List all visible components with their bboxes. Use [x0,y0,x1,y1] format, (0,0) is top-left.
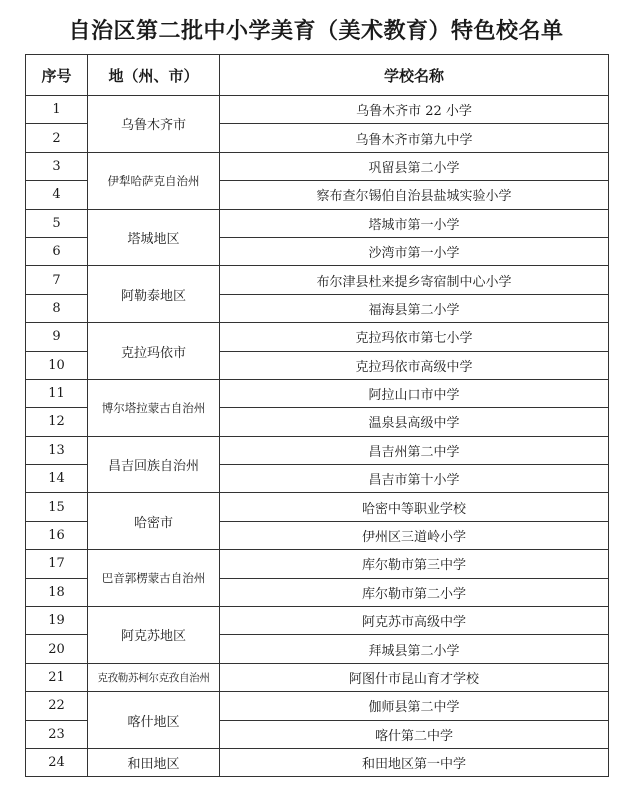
row-school: 库尔勒市第二小学 [220,578,609,606]
row-seq: 13 [26,436,88,464]
row-seq: 21 [26,663,88,691]
row-region: 昌吉回族自治州 [88,436,220,493]
row-school: 昌吉市第十小学 [220,465,609,493]
row-school: 塔城市第一小学 [220,209,609,237]
header-seq: 序号 [26,55,88,96]
row-seq: 9 [26,323,88,351]
row-school: 温泉县高级中学 [220,408,609,436]
row-school: 库尔勒市第三中学 [220,550,609,578]
table-row [26,550,609,578]
row-school: 阿克苏市高级中学 [220,607,609,635]
header-region: 地（州、市） [88,55,220,96]
table-row [26,607,609,635]
table-row [26,663,609,691]
table-header-row [26,55,609,96]
row-school: 拜城县第二小学 [220,635,609,663]
row-seq: 19 [26,607,88,635]
row-region: 和田地区 [88,748,220,776]
row-school: 福海县第二小学 [220,294,609,322]
row-school: 喀什第二中学 [220,720,609,748]
row-school: 克拉玛依市第七小学 [220,323,609,351]
row-school: 布尔津县杜来提乡寄宿制中心小学 [220,266,609,294]
row-region: 喀什地区 [88,692,220,749]
table-row [26,379,609,407]
table-row [26,436,609,464]
row-region: 乌鲁木齐市 [88,96,220,153]
row-school: 伊州区三道岭小学 [220,521,609,549]
row-seq: 7 [26,266,88,294]
row-region: 博尔塔拉蒙古自治州 [88,379,220,436]
row-region: 哈密市 [88,493,220,550]
row-seq: 23 [26,720,88,748]
row-region: 阿勒泰地区 [88,266,220,323]
row-seq: 3 [26,152,88,180]
row-seq: 15 [26,493,88,521]
row-seq: 6 [26,237,88,265]
table-row [26,692,609,720]
row-seq: 10 [26,351,88,379]
row-region: 阿克苏地区 [88,607,220,664]
table-row [26,748,609,776]
row-seq: 14 [26,465,88,493]
row-region: 巴音郭楞蒙古自治州 [88,550,220,607]
table-row [26,323,609,351]
row-seq: 16 [26,521,88,549]
document-title: 自治区第二批中小学美育（美术教育）特色校名单 [68,19,564,44]
row-region: 伊犁哈萨克自治州 [88,152,220,209]
table-row [26,493,609,521]
row-seq: 24 [26,748,88,776]
row-region: 克拉玛依市 [88,323,220,380]
row-school: 沙湾市第一小学 [220,237,609,265]
row-seq: 8 [26,294,88,322]
row-seq: 5 [26,209,88,237]
row-school: 和田地区第一中学 [220,748,609,776]
row-school: 昌吉州第二中学 [220,436,609,464]
row-school: 阿图什市昆山育才学校 [220,663,609,691]
table-row [26,96,609,124]
row-school: 察布查尔锡伯自治县盐城实验小学 [220,181,609,209]
row-seq: 17 [26,550,88,578]
row-seq: 20 [26,635,88,663]
school-list-table [25,54,609,777]
row-seq: 1 [26,96,88,124]
header-school: 学校名称 [220,55,609,96]
row-region: 克孜勒苏柯尔克孜自治州 [88,663,220,691]
row-school: 伽师县第二中学 [220,692,609,720]
row-seq: 18 [26,578,88,606]
row-school: 阿拉山口市中学 [220,379,609,407]
table-row [26,209,609,237]
row-seq: 4 [26,181,88,209]
row-seq: 11 [26,379,88,407]
row-seq: 2 [26,124,88,152]
row-school: 克拉玛依市高级中学 [220,351,609,379]
row-school: 巩留县第二小学 [220,152,609,180]
row-school: 哈密中等职业学校 [220,493,609,521]
row-school: 乌鲁木齐市第九中学 [220,124,609,152]
row-seq: 22 [26,692,88,720]
table-row [26,266,609,294]
table-body [26,96,609,777]
row-school: 乌鲁木齐市 22 小学 [220,96,609,124]
row-seq: 12 [26,408,88,436]
table-row [26,152,609,180]
row-region: 塔城地区 [88,209,220,266]
